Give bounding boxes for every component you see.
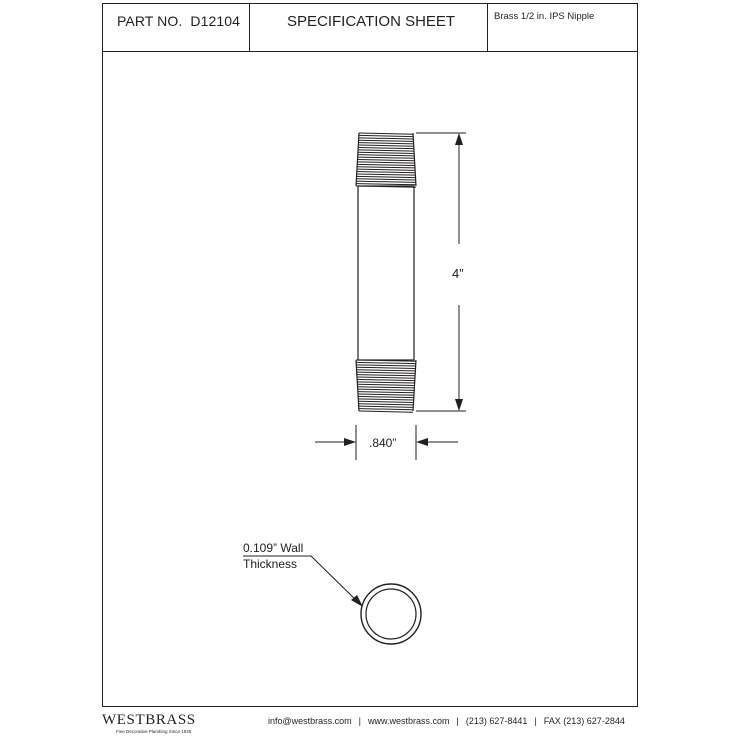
thread-line	[358, 394, 414, 395]
thread-line	[358, 157, 415, 158]
length-arrow-top	[455, 133, 463, 145]
thread-line	[359, 411, 413, 412]
thread-line	[357, 375, 415, 376]
diameter-dimension-text: .840”	[369, 436, 397, 450]
footer	[102, 712, 638, 736]
thread-line	[359, 138, 414, 139]
thread-line	[358, 401, 413, 402]
thread-line	[359, 140, 414, 141]
thread-line	[359, 406, 414, 407]
thread-line	[358, 150, 414, 151]
bottom-thread	[356, 360, 416, 412]
thread-line	[357, 372, 416, 373]
thread-line	[359, 409, 413, 410]
thread-line	[359, 404, 414, 405]
thread-edge-right	[413, 133, 416, 186]
thread-line	[356, 367, 415, 368]
length-dimension-text: 4”	[452, 266, 464, 281]
contact-info	[268, 716, 625, 726]
thread-line	[357, 164, 415, 165]
thread-line	[357, 176, 416, 177]
thread-line	[357, 172, 415, 173]
wall-thickness-label-line1: 0.109” Wall	[243, 541, 304, 555]
length-arrow-bottom	[455, 399, 463, 411]
fax-number: FAX (213) 627-2844	[543, 716, 625, 726]
thread-line	[356, 181, 415, 182]
thread-line	[358, 155, 414, 156]
thread-line	[357, 379, 415, 380]
thread-line	[358, 389, 415, 390]
diameter-arrow-left	[344, 438, 356, 446]
thread-line	[357, 174, 416, 175]
pipe-section-outer	[361, 584, 421, 644]
thread-line	[357, 169, 415, 170]
thread-line	[358, 143, 413, 144]
thread-line	[356, 362, 416, 363]
pipe-nipple-drawing	[356, 133, 416, 412]
thread-line	[356, 365, 415, 366]
thread-line	[358, 399, 413, 400]
thread-line	[358, 147, 414, 148]
thread-line	[359, 135, 413, 136]
thread-line	[357, 162, 414, 163]
brand-tagline: Fine Decorative Plumbing Since 1935	[116, 729, 192, 734]
thread-line	[357, 384, 414, 385]
separator: |	[456, 716, 459, 726]
thread-line	[358, 396, 414, 397]
diameter-arrow-right	[416, 438, 428, 446]
pipe-body	[358, 186, 414, 360]
phone-number: (213) 627-8441	[465, 716, 528, 726]
thread-line	[358, 392, 414, 393]
thread-line	[358, 152, 414, 153]
wall-thickness-label-line2: Thickness	[243, 557, 298, 571]
brand-logo: WESTBRASS	[102, 712, 196, 728]
part-number-value: D12104	[190, 13, 241, 29]
thread-line	[357, 370, 416, 371]
sheet-title: SPECIFICATION SHEET	[287, 13, 456, 30]
thread-line	[359, 133, 413, 134]
thread-line	[356, 179, 415, 180]
thread-line	[358, 387, 415, 388]
separator: |	[534, 716, 537, 726]
thread-line	[357, 167, 415, 168]
email-link[interactable]: info@westbrass.com	[268, 716, 352, 726]
product-description: Brass 1/2 in. IPS Nipple	[494, 11, 595, 22]
thread-line	[358, 145, 413, 146]
pipe-section-inner	[366, 589, 416, 639]
thread-line	[357, 382, 414, 383]
thread-line	[358, 160, 415, 161]
website-link[interactable]: www.westbrass.com	[368, 716, 450, 726]
top-thread	[356, 133, 416, 187]
thread-line	[356, 184, 416, 185]
part-number-label: PART NO.	[117, 13, 183, 29]
separator: |	[358, 716, 362, 726]
callout-leader-diagonal	[311, 556, 360, 604]
thread-line	[357, 377, 415, 378]
